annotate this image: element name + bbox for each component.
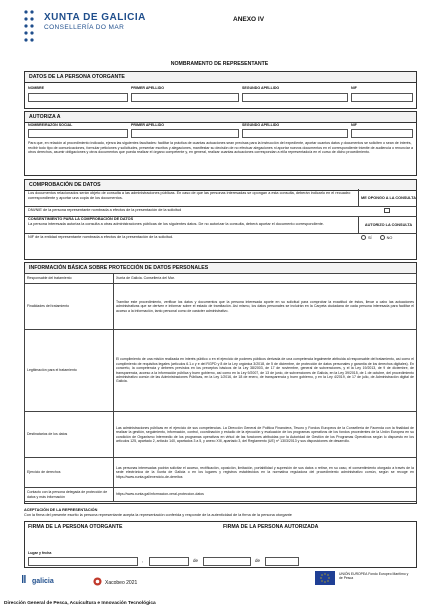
table-row xyxy=(25,458,417,488)
consent-title: CONSENTIMIENTO PARA LA COMPROBACIÓN DE DATOS xyxy=(28,217,134,221)
info-label: Contacto con la persona delegada de protección de datos y más información xyxy=(25,488,114,502)
galicia-logo-text: galicia xyxy=(31,578,54,585)
autoriza-nif-field[interactable] xyxy=(351,129,413,138)
aceptacion-title: ACEPTACIÓN DE LA REPRESENTACIÓN xyxy=(24,508,98,512)
xacobeo-logo-text: Xacobeo 2021 xyxy=(105,579,138,586)
anexo-label: ANEXO IV xyxy=(233,16,265,23)
autoriza-title: AUTORIZA A xyxy=(25,112,416,123)
otorgante-title: DATOS DE LA PERSONA OTORGANTE xyxy=(25,72,416,83)
otorgante-primer-field[interactable] xyxy=(131,93,239,102)
lugar-field[interactable] xyxy=(28,557,138,566)
info-value: Tramitar este procedimiento, verificar los datos y documentos que la persona interesada aporte en su solicitud para comprobar la exactitud de éstos, llevar a cabo las actuaciones administrativas que se deriven e informar sobre el estado de tramitación. Así mismo, los datos personales se incluirán en la Carpeta ciudadana de cada persona interesada para facilitar el acceso a la información, tanto personal como de carácter administrativo. xyxy=(114,284,417,330)
no-radio[interactable] xyxy=(380,235,385,240)
otorgante-nombre-field[interactable] xyxy=(28,93,128,102)
firma-autorizada-label: FIRMA DE LA PERSONA AUTORIZADA xyxy=(223,524,319,530)
info-table xyxy=(24,273,417,502)
lugar-separator: , xyxy=(142,558,144,563)
autoriza-primer-field[interactable] xyxy=(131,129,239,138)
xunta-logo-icon xyxy=(22,6,38,46)
xacobeo-logo-icon xyxy=(93,577,102,588)
info-value: Xunta de Galicia. Consellería del Mar. xyxy=(114,274,417,284)
info-value: Las personas interesadas podrán solicitar el acceso, rectificación, oposición, limitación, portabilidad y supresión de sus datos o retirar, en su caso, el consentimiento otorgado a través de la sede electrónica de la Xunta de Galicia o en los lugares y registros establecidos en la normativa reguladora del procedimiento administrativo común, según se recoge en https://www.xunta.gal/exercicio-de-dereitos xyxy=(114,458,417,488)
info-value: Las administraciones públicas en el ejercicio de sus competencias. La Dirección General de Política Financiera, Tesoro y Fondos Europeos de la Consellería de Facenda con la finalidad de realizar la gestión, seguimiento, información, control, coordinación y estudio de la ejecución y evaluación de los programas operativos de los fondos procedentes de la Unión Europea en su condición de Organismo Intermedio de los programas operativos en virtud de las funciones atribuidas por la Autoridad de Gestión de los Programas Operativos según lo dispuesto en los artículos 125, apartado 2, artículo 140, apartados 3 a 5, y anexo XIII, apartado 3, del Reglamento (UE) nº 1303/2013 y sus disposiciones de desarrollo. xyxy=(114,412,417,458)
no-label: NO xyxy=(386,235,393,240)
dia-field[interactable] xyxy=(149,557,189,566)
dni-row-text: DNI/NIE de la persona representante nombrada a efectos de la presentación de la solicitud xyxy=(28,208,182,212)
autoriza-segundo-label: SEGUNDO APELLIDO xyxy=(242,123,280,127)
otorgante-primer-label: PRIMER APELLIDO xyxy=(131,86,165,90)
aceptacion-text: Con la firma del presente escrito la persona representante acepta la representación conferida y responde de la autenticidad de la firma de la persona otorgante xyxy=(24,512,292,517)
comprobacion-title: COMPROBACIÓN DE DATOS xyxy=(25,180,416,191)
autorizo-header: AUTORIZO LA CONSULTA xyxy=(358,216,418,233)
firma-otorgante-label: FIRMA DE LA PERSONA OTORGANTE xyxy=(28,524,123,530)
table-row xyxy=(25,412,417,458)
otorgante-segundo-field[interactable] xyxy=(242,93,348,102)
eu-text: UNIÓN EUROPEA Fondo Europeo Marítimo y de Pesca xyxy=(339,572,409,580)
info-label: Finalidades del tratamiento xyxy=(25,284,114,330)
otorgante-nombre-label: NOMBRE xyxy=(28,86,44,90)
autoriza-facultades-text: Para que, en relación al procedimiento indicado, ejerza las siguientes facultades: facilitar la práctica de cuantas actuaciones sean precisas para la instrucción del expediente, aportar cuantos datos y documentos se soliciten o sean de interés, recibir todo tipo de comunicaciones, formular peticiones y solicitudes, presentar escritos y alegaciones, manifestar su decisión de no efectuar alegaciones ni aportar nuevos documentos en el correspondiente trámite de audiencia o renunciar a otros derechos, asumir obligaciones y otros documentos que pueda realizar el órgano competente y, en general, realizar cuantas actuaciones correspondan a el/la representado/a en el curso de dicho procedimiento. xyxy=(28,141,413,155)
autoriza-nombre-field[interactable] xyxy=(28,129,128,138)
table-row xyxy=(25,274,417,284)
table-row xyxy=(25,330,417,412)
firmas-section xyxy=(24,521,417,568)
info-label: Destinatarios de los datos xyxy=(25,412,114,458)
nif-row-text: NIF de la entidad representante nombrada a efectos de la presentación de la solicitud. xyxy=(28,235,174,239)
footer-direccion: Dirección General de Pesca, Acuicultura e Innovación Tecnológica xyxy=(4,601,156,606)
comprobacion-section xyxy=(24,179,417,260)
info-label: Responsable del tratamiento xyxy=(25,274,114,284)
si-label: SÍ xyxy=(368,235,372,240)
otorgante-nif-field[interactable] xyxy=(351,93,413,102)
info-title: INFORMACIÓN BÁSICA SOBRE PROTECCIÓN DE DATOS PERSONALES xyxy=(25,263,416,274)
table-row xyxy=(25,284,417,330)
consent-text: La persona interesada autoriza la consulta a otras administraciones públicas de los siguientes datos. De no autorizar la consulta, deberá aportar el documento correspondiente. xyxy=(28,222,324,226)
brand-name: XUNTA DE GALICIA xyxy=(44,12,146,23)
comprobacion-intro-text: Los documentos relacionados serán objeto de consulta a las administraciones públicas. En caso de que las personas interesadas se opongan a esta consulta, deberán indicarlo en el recuadro correspondiente y aportar una copia de los documentos. xyxy=(28,191,351,200)
anio-field[interactable] xyxy=(265,557,299,566)
autoriza-nif-label: NIF xyxy=(351,123,357,127)
de-label-1: de xyxy=(193,558,199,563)
mes-field[interactable] xyxy=(203,557,251,566)
info-label: Ejercicio de derechos xyxy=(25,458,114,488)
lugar-fecha-label: Lugar y fecha xyxy=(28,551,52,555)
info-value: https://www.xunta.gal/informacion-xeral-proteccion-datos xyxy=(114,488,417,502)
autoriza-nombre-label: NOMBRE/RAZÓN SOCIAL xyxy=(28,123,73,127)
de-label-2: de xyxy=(255,558,261,563)
eu-flag-icon xyxy=(315,571,335,585)
otorgante-section xyxy=(24,71,417,109)
opongo-header: ME OPONGO A LA CONSULTA xyxy=(358,189,418,206)
info-label: Legitimación para el tratamiento xyxy=(25,330,114,412)
info-value: El cumplimiento de una misión realizada en interés público o en el ejercicio de poderes públicos derivada de una competencia legalmente atribuida al responsable del tratamiento, así como el cumplimiento de requisitos legales (artículos 6.1.c y e del RGPD y 8 de la Ley orgánica 3/2018, de 5 de diciembre, de protección de datos personales y garantía de los derechos digitales). En concreto, la competencia y deberes previstos en los preceptos básicos de la Ley 38/2003, de 17 de noviembre, general de subvenciones, y el la Ley 19/2013, de 9 de diciembre, de transparencia, acceso a la información pública y buen gobierno, así como en la Ley 9/2007, de 13 de junio, de subvenciones de Galicia, en la Ley 39/2015, de 1 de octubre, del procedimiento administrativo común de las Administraciones Públicas, en la Ley 1/2016, de 18 de enero, de transparencia y buen gobierno, y en la Ley 4/2019, de 17 de julio, de Administración digital de Galicia. xyxy=(114,330,417,412)
si-radio[interactable] xyxy=(361,235,366,240)
autoriza-section xyxy=(24,111,417,176)
otorgante-nif-label: NIF xyxy=(351,86,357,90)
galicia-logo-icon xyxy=(22,578,32,585)
autoriza-segundo-field[interactable] xyxy=(242,129,348,138)
otorgante-segundo-label: SEGUNDO APELLIDO xyxy=(242,86,280,90)
autoriza-primer-label: PRIMER APELLIDO xyxy=(131,123,165,127)
dni-opongo-checkbox[interactable] xyxy=(384,208,390,213)
page-title: NOMBRAMENTO DE REPRESENTANTE xyxy=(170,61,269,67)
brand-dept: CONSELLERÍA DO MAR xyxy=(44,24,125,31)
table-row xyxy=(25,488,417,502)
